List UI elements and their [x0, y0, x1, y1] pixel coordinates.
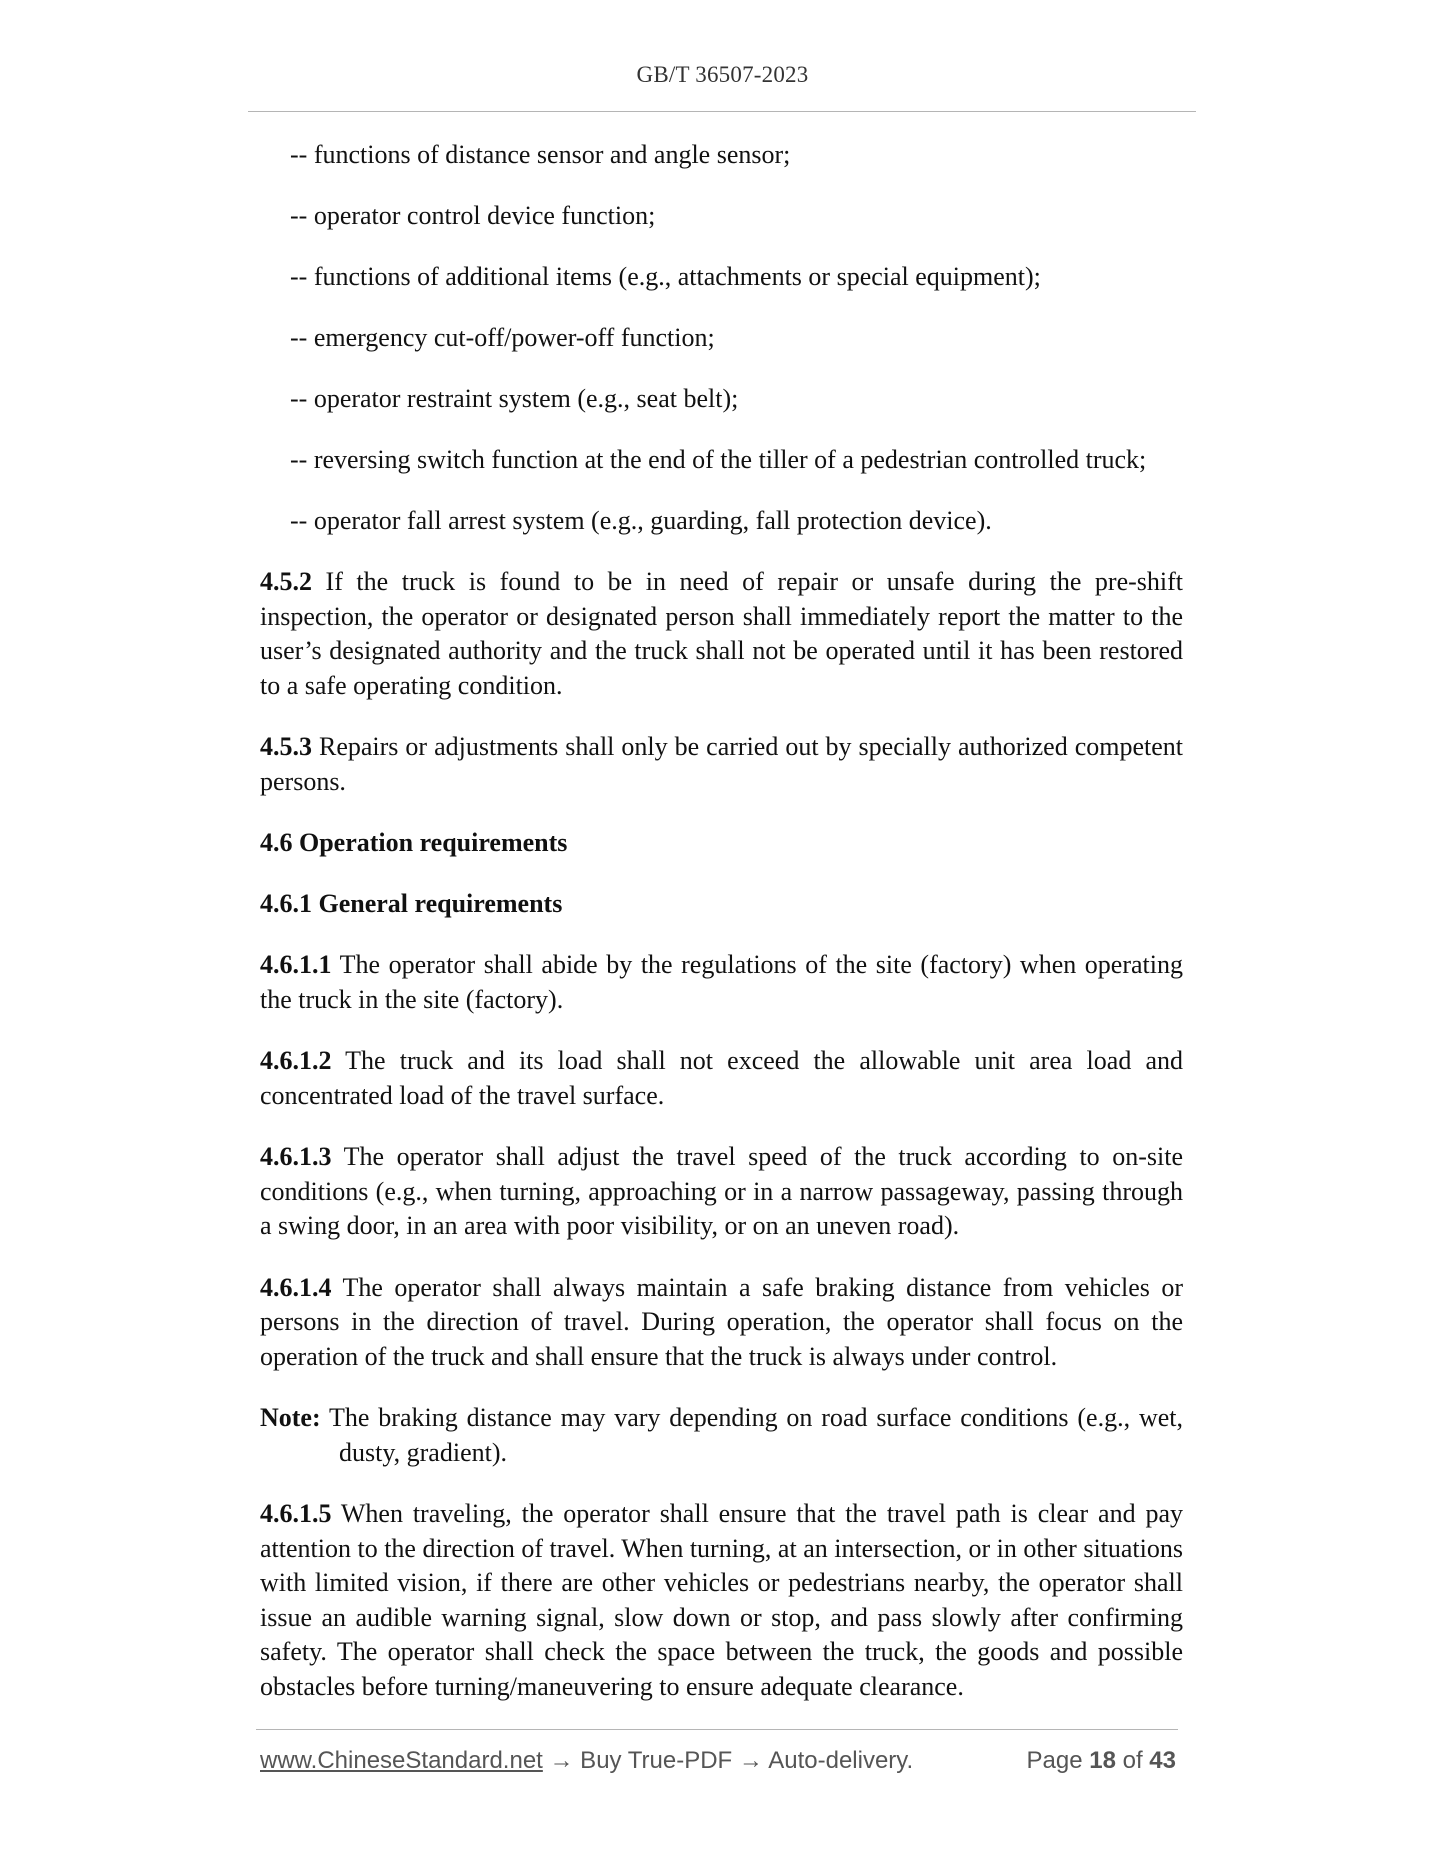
footer-divider: [256, 1729, 1178, 1730]
of-label: of: [1122, 1747, 1143, 1774]
list-item: -- reversing switch function at the end of the tiller of a pedestrian controlled truck;: [290, 445, 1147, 474]
list-item: -- operator fall arrest system (e.g., guarding, fall protection device).: [290, 506, 992, 535]
clause-4-6-1-1: [260, 948, 1183, 1017]
clause-4-6-1-2: [260, 1044, 1183, 1113]
clause-4-5-2: [260, 565, 1183, 703]
list-item: -- operator control device function;: [290, 201, 656, 230]
clause-number: 4.6.1.5: [260, 1499, 332, 1528]
page-label: Page: [1026, 1747, 1083, 1774]
list-item: -- emergency cut-off/power-off function;: [290, 323, 715, 352]
footer-promo-text: → Buy True-PDF → Auto-delivery.: [542, 1747, 914, 1774]
clause-text: When traveling, the operator shall ensure that the travel path is clear and pay attention to the direction of travel. When turning, at an intersection, or in other situations with limited vision, if there are other vehicles or pedestrians nearby, the operator shall issue an audible warning signal, slow down or stop, and pass slowly after confirming safety. The operator shall check the space between the truck, the goods and possible obstacles before turning/maneuvering to ensure adequate clearance.: [260, 1499, 1183, 1701]
clause-4-6-1-5: [260, 1497, 1183, 1704]
note-label: Note:: [260, 1403, 321, 1432]
clause-text: The operator shall always maintain a safe braking distance from vehicles or persons in the direction of travel. During operation, the operator shall focus on the operation of the truck and shall ensure that the truck is always under control.: [260, 1272, 1183, 1371]
footer-promo: [260, 1747, 913, 1775]
clause-text: The operator shall adjust the travel speed of the truck according to on-site conditions (e.g., when turning, approaching or in a narrow passageway, passing through a swing door, in an area with poor visibility, or on an uneven road).: [260, 1142, 1183, 1240]
clause-number: 4.6.1.1: [260, 950, 332, 979]
clause-text: The truck and its load shall not exceed the allowable unit area load and concentrated load of the travel surface.: [260, 1046, 1183, 1110]
clause-number: 4.6.1.2: [260, 1046, 332, 1075]
page-total: 43: [1149, 1747, 1176, 1774]
note-text: The braking distance may vary depending on road surface conditions (e.g., wet, dusty, gradient).: [320, 1403, 1183, 1467]
list-item: -- operator restraint system (e.g., seat belt);: [290, 384, 739, 413]
page-footer: [260, 1747, 1176, 1777]
page-content: [260, 138, 1183, 1731]
note: [260, 1401, 1183, 1470]
clause-4-6-1-4: [260, 1271, 1183, 1375]
clause-text: If the truck is found to be in need of repair or unsafe during the pre-shift inspection, the operator or designated person shall immediately report the matter to the user’s designated authority and the truck shall not be operated until it has been restored to a safe operating condition.: [260, 567, 1183, 700]
page-current: 18: [1089, 1747, 1116, 1774]
section-heading-4-6-1: 4.6.1 General requirements: [260, 889, 563, 918]
clause-number: 4.5.3: [260, 732, 312, 761]
page-indicator: [1027, 1747, 1177, 1775]
clause-text: The operator shall abide by the regulations of the site (factory) when operating the truck in the site (factory).: [260, 950, 1183, 1014]
clause-4-6-1-3: [260, 1140, 1183, 1244]
clause-number: 4.6.1.3: [260, 1142, 332, 1171]
list-item: -- functions of distance sensor and angle sensor;: [290, 140, 791, 169]
section-heading-4-6: 4.6 Operation requirements: [260, 828, 568, 857]
clause-text: Repairs or adjustments shall only be carried out by specially authorized competent persons.: [260, 732, 1183, 796]
clause-4-5-3: [260, 730, 1183, 799]
header-divider: [248, 111, 1196, 112]
clause-number: 4.6.1.4: [260, 1272, 332, 1302]
document-header: GB/T 36507-2023: [636, 62, 809, 87]
clause-number: 4.5.2: [260, 567, 312, 596]
list-item: -- functions of additional items (e.g., attachments or special equipment);: [290, 262, 1041, 291]
website-link[interactable]: www.ChineseStandard.net: [260, 1747, 543, 1774]
